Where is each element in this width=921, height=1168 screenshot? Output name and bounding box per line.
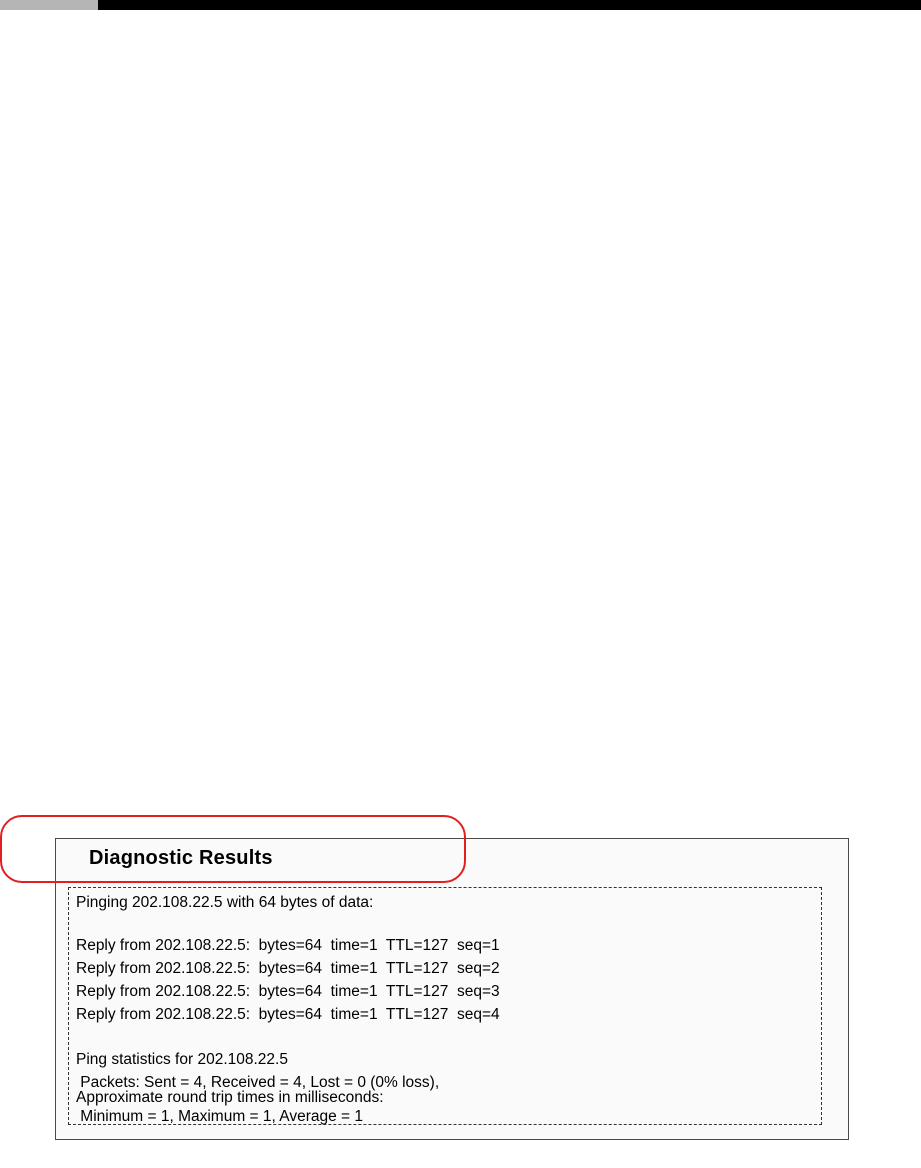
output-line: Ping statistics for 202.108.22.5 xyxy=(76,1051,288,1068)
output-line: Minimum = 1, Maximum = 1, Average = 1 xyxy=(76,1108,364,1125)
output-line: Pinging 202.108.22.5 with 64 bytes of data: xyxy=(76,894,374,911)
output-line: Reply from 202.108.22.5: bytes=64 time=1 TTL=127 seq=2 xyxy=(76,960,500,977)
output-line: Reply from 202.108.22.5: bytes=64 time=1 TTL=127 seq=3 xyxy=(76,983,500,1000)
ping-output-box xyxy=(68,887,822,1125)
panel-title: Diagnostic Results xyxy=(89,847,273,869)
output-line: Approximate round trip times in milliseconds: xyxy=(76,1089,384,1106)
output-line: Reply from 202.108.22.5: bytes=64 time=1 TTL=127 seq=1 xyxy=(76,937,500,954)
header-bar xyxy=(0,0,921,10)
header-bar-accent xyxy=(0,0,98,10)
diagnostic-results-panel xyxy=(55,838,849,1140)
output-line: Packets: Sent = 4, Received = 4, Lost = 0 (0% loss), xyxy=(76,1074,440,1091)
output-line: Reply from 202.108.22.5: bytes=64 time=1 TTL=127 seq=4 xyxy=(76,1006,500,1023)
